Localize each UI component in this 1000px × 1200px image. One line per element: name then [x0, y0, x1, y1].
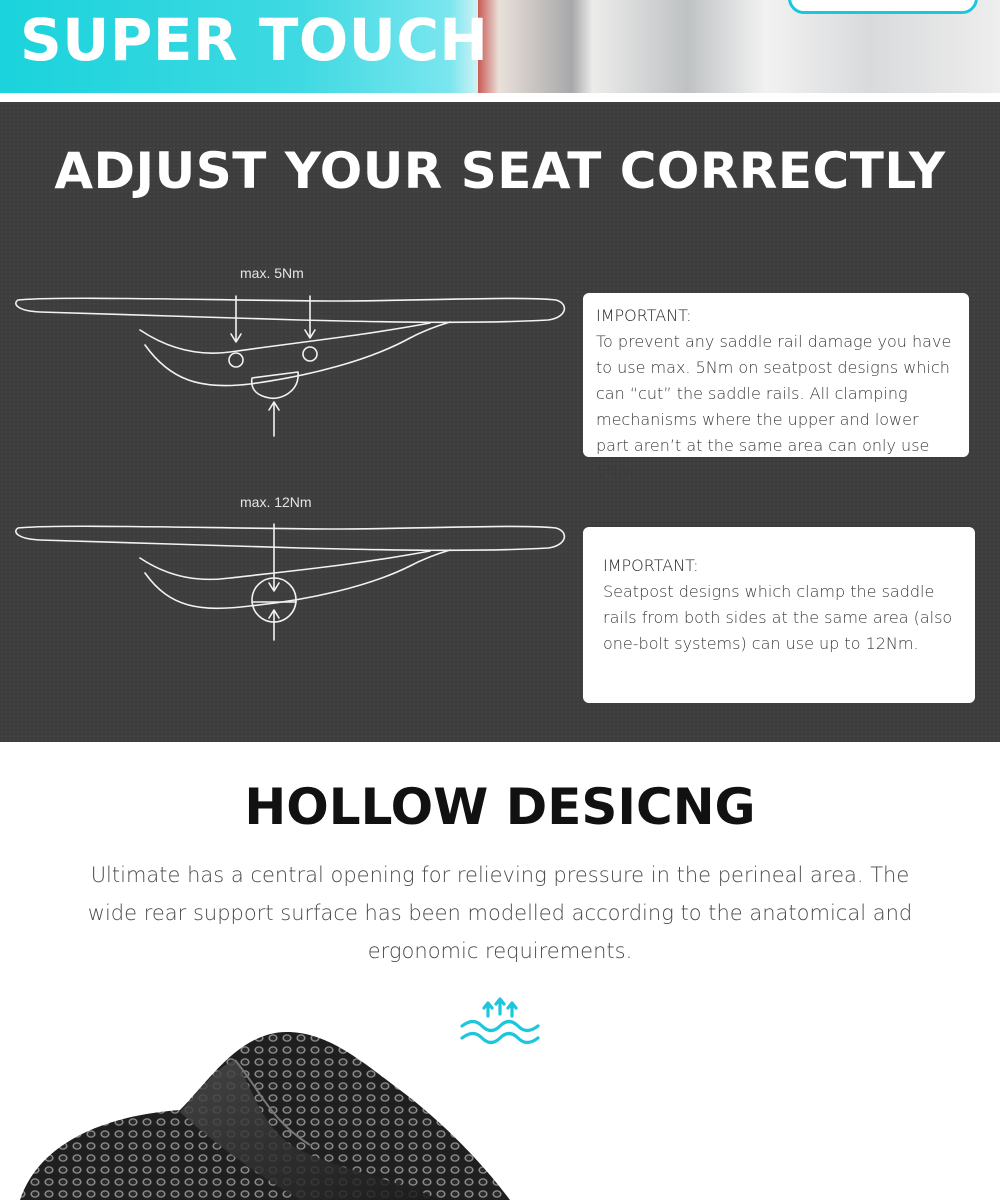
adjust-seat-section — [0, 102, 1000, 742]
card-title: IMPORTANT: — [596, 306, 692, 325]
saddle-diagram-12nm — [16, 524, 565, 640]
adjust-section-heading: ADJUST YOUR SEAT CORRECTLY — [54, 142, 946, 200]
important-note-card-5nm — [583, 293, 969, 481]
saddle-diagram-5nm — [16, 296, 565, 436]
important-note-card-12nm — [583, 527, 975, 703]
torque-label-12nm: max. 12Nm — [240, 494, 312, 510]
top-banner — [0, 0, 1000, 93]
card-title: IMPORTANT: — [603, 556, 699, 575]
section-divider — [0, 93, 1000, 102]
hollow-section-description: Ultimate has a central opening for relieving pressure in the perineal area. The wide rear support surface has been modelled according to the anatomical and ergonomic requirements. — [87, 863, 913, 963]
hollow-section-title: HOLLOW DESICNG — [244, 778, 756, 836]
hollow-saddle-photo — [0, 1020, 560, 1200]
card-text: To prevent any saddle rail damage you have to use max. 5Nm on seatpost designs which can “cut” the saddle rails. All clamping mechanisms where the upper and lower part aren’t at the same area can only use 5Nm. — [596, 332, 952, 481]
torque-label-5nm: max. 5Nm — [240, 265, 304, 281]
banner-badge-outline — [788, 0, 978, 14]
banner-title: SUPER TOUCH — [20, 6, 489, 74]
card-text: Seatpost designs which clamp the saddle rails from both sides at the same area (also one-bolt systems) can use up to 12Nm. — [603, 582, 953, 653]
